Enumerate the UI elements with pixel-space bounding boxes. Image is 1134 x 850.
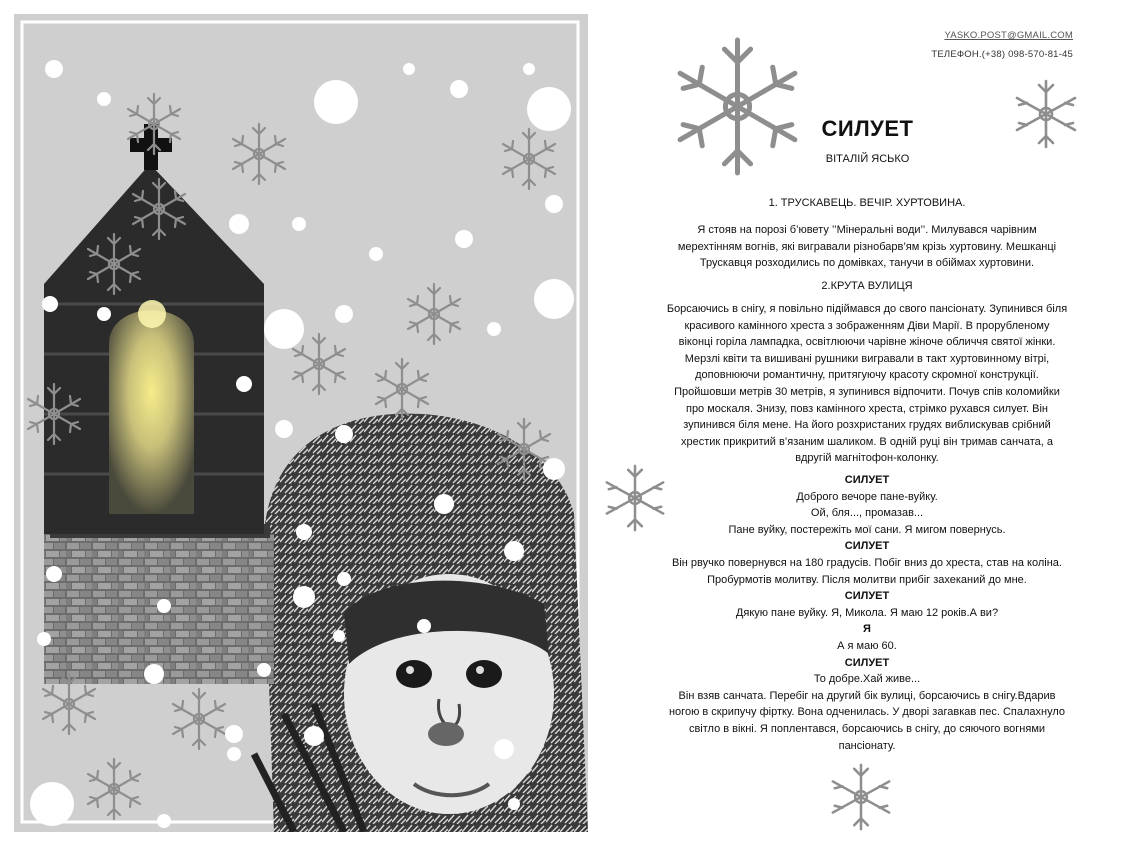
illustration — [14, 14, 588, 832]
snowflake-icon — [503, 129, 555, 189]
text-line: вдругій магнітофон-колонку. — [795, 452, 939, 465]
dialogue-line: пансіонату. — [838, 739, 896, 752]
text-line: красивого камінного хреста з зображенням Діви Марії. В прорубленому — [684, 319, 1050, 332]
text-line: зупинився біля мене. На його розхристаних грудях виблискував срібний — [683, 419, 1051, 432]
snowflake-icon — [826, 760, 896, 834]
dialogue-line: Доброго вечоре пане-вуйку. — [796, 490, 938, 503]
section-heading: 2.КРУТА ВУЛИЦЯ — [821, 280, 913, 292]
snowflake-icon — [376, 359, 428, 419]
speaker-label: СИЛУЕТ — [844, 656, 890, 669]
text-line: Я стояв на порозі б’ювету ’’Мінеральні води’’. Милувався чарівним — [697, 224, 1037, 236]
snowflake-icon — [408, 284, 460, 344]
snowflake-icon — [1010, 78, 1082, 150]
dialogue-line: Він взяв санчата. Перебіг на другий бік вулиці, борсаючись в снігу.Вдарив — [678, 689, 1056, 702]
dialogue — [655, 472, 1079, 754]
dialogue-line: світло в вікні. Я поплентався, борсаючись в снігу, до сяючого вогнями — [688, 722, 1046, 735]
text-line: доповнюючи романтичну, притягуючу красоту скромної конструкції. — [695, 369, 1039, 382]
text-line: Мерзлі квіти та вишивані рушники вигравали в такт хуртовинному вітрі, — [684, 352, 1050, 365]
contact-email[interactable]: YASKO.POST@GMAIL.COM — [944, 30, 1073, 41]
dialogue-line: Пане вуйку, постережіть мої сани. Я мигом повернусь. — [728, 523, 1006, 536]
story-author: ВІТАЛІЙ ЯСЬКО — [825, 153, 910, 165]
contact-phone: ТЕЛЕФОН.(+38) 098-570-81-45 — [931, 49, 1073, 60]
text-line: віконці горіла лампадка, освітлюючи чарівне жіноче обличчя святої жінки. — [678, 336, 1056, 349]
snowflake-icon — [233, 124, 285, 184]
section-body — [655, 222, 1079, 272]
snowflake-icon — [173, 689, 225, 749]
speaker-label: Я — [863, 623, 871, 636]
dialogue-line: Він рвучко повернувся на 180 градусів. Побіг вниз до хреста, став на коліна. — [672, 556, 1062, 569]
speaker-label: СИЛУЕТ — [844, 590, 890, 603]
winter-night-scene — [14, 14, 588, 832]
speaker-label: СИЛУЕТ — [844, 540, 890, 553]
text-line: про москаля. Знизу, повз камінного хреста, стрімко рухався силует. Він — [685, 402, 1049, 415]
story-title: СИЛУЕТ — [821, 116, 914, 141]
section-body — [655, 301, 1079, 467]
dialogue-line: Пробурмотів молитву. Після молитви прибіг захеканий до мне. — [707, 573, 1027, 586]
section-heading: 1. ТРУСКАВЕЦЬ. ВЕЧІР. ХУРТОВИНА. — [768, 197, 966, 209]
text-line: Трускавця розходились по домівках, танучи в обіймах хуртовини. — [699, 257, 1035, 270]
text-line: Борсаючись в снігу, я повільно підіймався до свого пансіонату. Зупинився біля — [666, 303, 1068, 315]
dialogue-line: А я маю 60. — [837, 639, 897, 652]
dialogue-line: То добре.Хай живе... — [813, 673, 921, 686]
dialogue-line: Дякую пане вуйку. Я, Микола. Я маю 12 років.А ви? — [735, 606, 999, 619]
dialogue-line: ногою в скрипучу фіртку. Вона одченилась. У дворі загавкав пес. Спалахнуло — [668, 706, 1066, 719]
dialogue-line: Ой, бля..., промазав... — [810, 507, 924, 520]
text-line: хрестик прикритий в’язаним шаликом. В одній руці він тримав санчата, а — [680, 435, 1053, 448]
speaker-label: СИЛУЕТ — [844, 474, 890, 486]
text-line: мерехтінням вогнів, які вигравали різнобарв’ям крізь хуртовину. Мешканці — [677, 240, 1057, 253]
snowflake-icon — [88, 759, 140, 819]
snowflake-icon — [293, 334, 345, 394]
text-line: Пройшовши метрів 30 метрів, я зупинився відпочити. Почув спів коломийки — [674, 385, 1060, 398]
